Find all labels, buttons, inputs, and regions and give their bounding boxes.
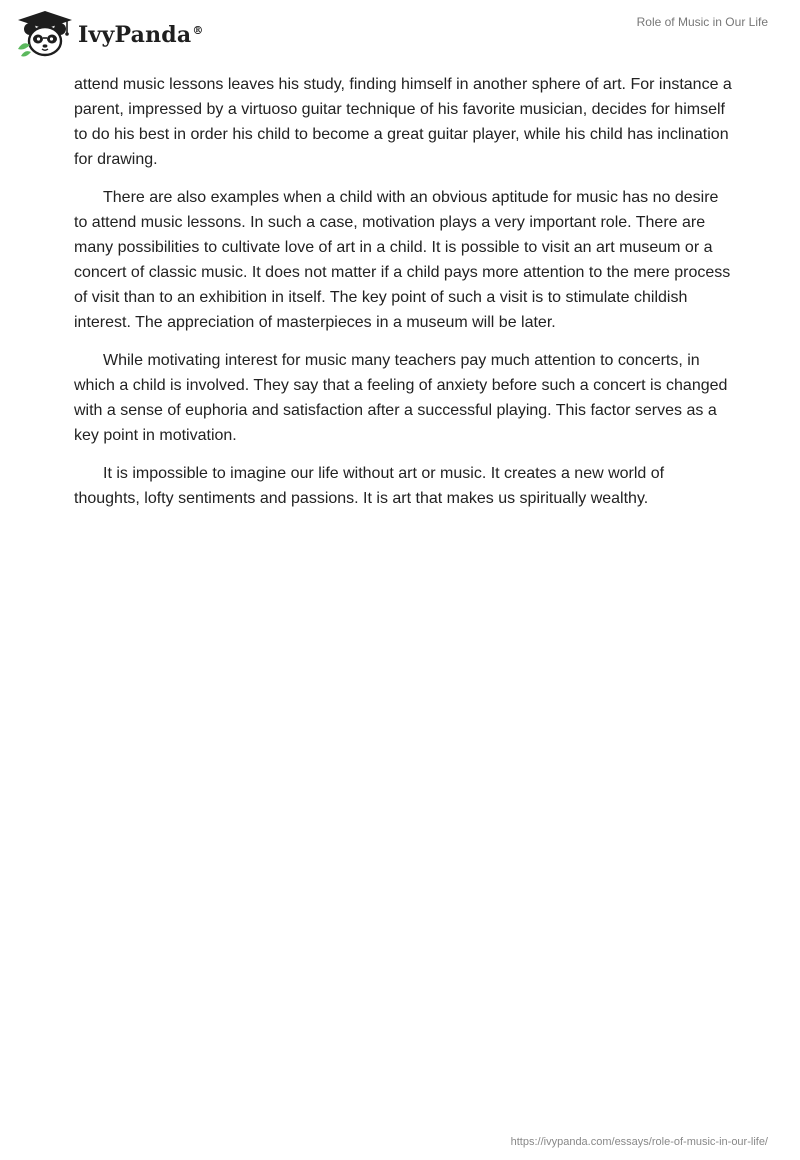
source-url[interactable]: https://ivypanda.com/essays/role-of-music-in-our-life/ xyxy=(510,1136,768,1148)
logo-name: IvyPanda xyxy=(78,22,192,48)
ivypanda-logo[interactable] xyxy=(14,9,204,59)
essay-paragraph: While motivating interest for music many teachers pay much attention to concerts, in which a child is involved. They say that a feeling of anxiety before such a concert is changed with a sense of euphoria and satisfaction after a successful playing. This factor serves as a key point in motivation. xyxy=(74,352,728,444)
document-title: Role of Music in Our Life xyxy=(636,15,768,29)
panda-graduate-logo-icon xyxy=(14,9,76,59)
logo-wordmark xyxy=(78,22,204,48)
logo-registered-mark: ® xyxy=(192,23,204,37)
essay-paragraph: It is impossible to imagine our life without art or music. It creates a new world of thoughts, lofty sentiments and passions. It is art that makes us spiritually wealthy. xyxy=(74,465,665,507)
essay-paragraph: attend music lessons leaves his study, finding himself in another sphere of art. For instance a parent, impressed by a virtuoso guitar technique of his favorite musician, decides for himself to do his best in order his child to become a great guitar player, while his child has inclination for drawing. xyxy=(74,76,732,168)
essay-paragraph: There are also examples when a child with an obvious aptitude for music has no desire to attend music lessons. In such a case, motivation plays a very important role. There are many possibilities to cultivate love of art in a child. It is possible to visit an art museum or a concert of classic music. It does not matter if a child pays more attention to the mere process of visit than to an exhibition in itself. The key point of such a visit is to stimulate childish interest. The appreciation of masterpieces in a museum will be later. xyxy=(74,189,731,331)
essay-body xyxy=(74,72,734,524)
page-header xyxy=(0,0,800,70)
